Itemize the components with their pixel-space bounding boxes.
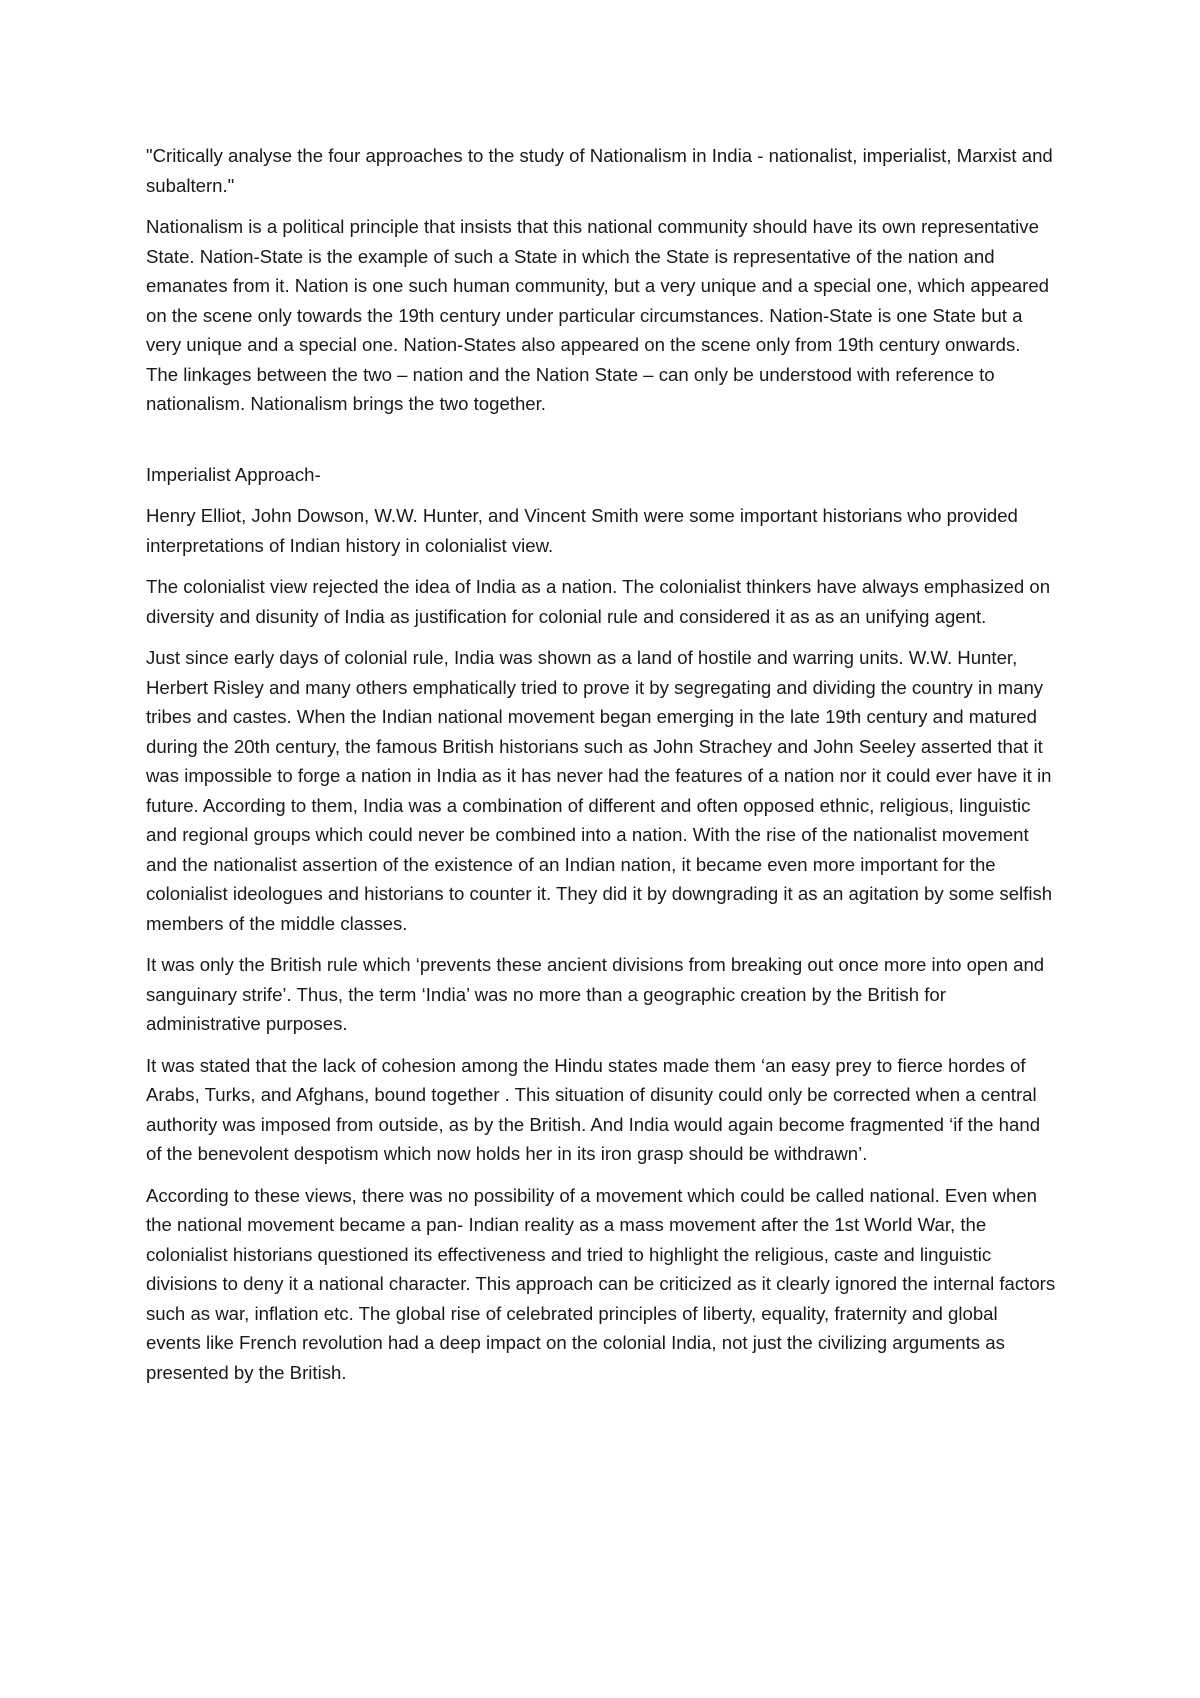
essay-question: "Critically analyse the four approaches to the study of Nationalism in India - nationalist, imperialist, Marxist and subaltern." xyxy=(146,145,1053,196)
intro-paragraph: Nationalism is a political principle that insists that this national community should have its own representative State. Nation-State is the example of such a State in which the State is representative of the nation and emanates from it. Nation is one such human community, but a very unique and a special one, which appeared on the scene only towards the 19th century under particular circumstances. Nation-State is one State but a very unique and a special one. Nation-States also appeared on the scene only from 19th century onwards. The linkages between the two – nation and the Nation State – can only be understood with reference to nationalism. Nationalism brings the two together. xyxy=(146,216,1049,414)
body-paragraph: According to these views, there was no possibility of a movement which could be called national. Even when the national movement became a pan- Indian reality as a mass movement after the 1st World War, the colonialist historians questioned its effectiveness and tried to highlight the religious, caste and linguistic divisions to deny it a national character. This approach can be criticized as it clearly ignored the internal factors such as war, inflation etc. The global rise of celebrated principles of liberty, equality, fraternity and global events like French revolution had a deep impact on the colonial India, not just the civilizing arguments as presented by the British. xyxy=(146,1184,1056,1383)
body-paragraph: Just since early days of colonial rule, India was shown as a land of hostile and warring units. W.W. Hunter, Herbert Risley and many others emphatically tried to prove it by segregating and dividing the country in many tribes and castes. When the Indian national movement began emerging in the late 19th century and matured during the 20th century, the famous British historians such as John Strachey and John Seeley asserted that it was impossible to forge a nation in India as it has never had the features of a nation nor it could ever have it in future. According to them, India was a combination of different and often opposed ethnic, religious, linguistic and regional groups which could never be combined into a nation. With the rise of the nationalist movement and the nationalist assertion of the existence of an Indian nation, it became even more important for the colonialist ideologues and historians to counter it. They did it by downgrading it as an agitation by some selfish members of the middle classes. xyxy=(146,647,1053,934)
body-paragraph: It was only the British rule which ‘prevents these ancient divisions from breaking out once more into open and sanguinary strife’. Thus, the term ‘India’ was no more than a geographic creation by the British for administrative purposes. xyxy=(146,954,1045,1034)
body-paragraph: The colonialist view rejected the idea of India as a nation. The colonialist thinkers have always emphasized on diversity and disunity of India as justification for colonial rule and considered it as as an unifying agent. xyxy=(146,576,1051,627)
document-body xyxy=(146,141,1056,1399)
body-paragraph: Henry Elliot, John Dowson, W.W. Hunter, and Vincent Smith were some important historians who provided interpretations of Indian history in colonialist view. xyxy=(146,505,1018,556)
body-paragraph: It was stated that the lack of cohesion among the Hindu states made them ‘an easy prey to fierce hordes of Arabs, Turks, and Afghans, bound together . This situation of disunity could only be corrected when a central authority was imposed from outside, as by the British. And India would again become fragmented ‘if the hand of the benevolent despotism which now holds her in its iron grasp should be withdrawn’. xyxy=(146,1054,1041,1164)
section-heading: Imperialist Approach- xyxy=(146,463,321,485)
